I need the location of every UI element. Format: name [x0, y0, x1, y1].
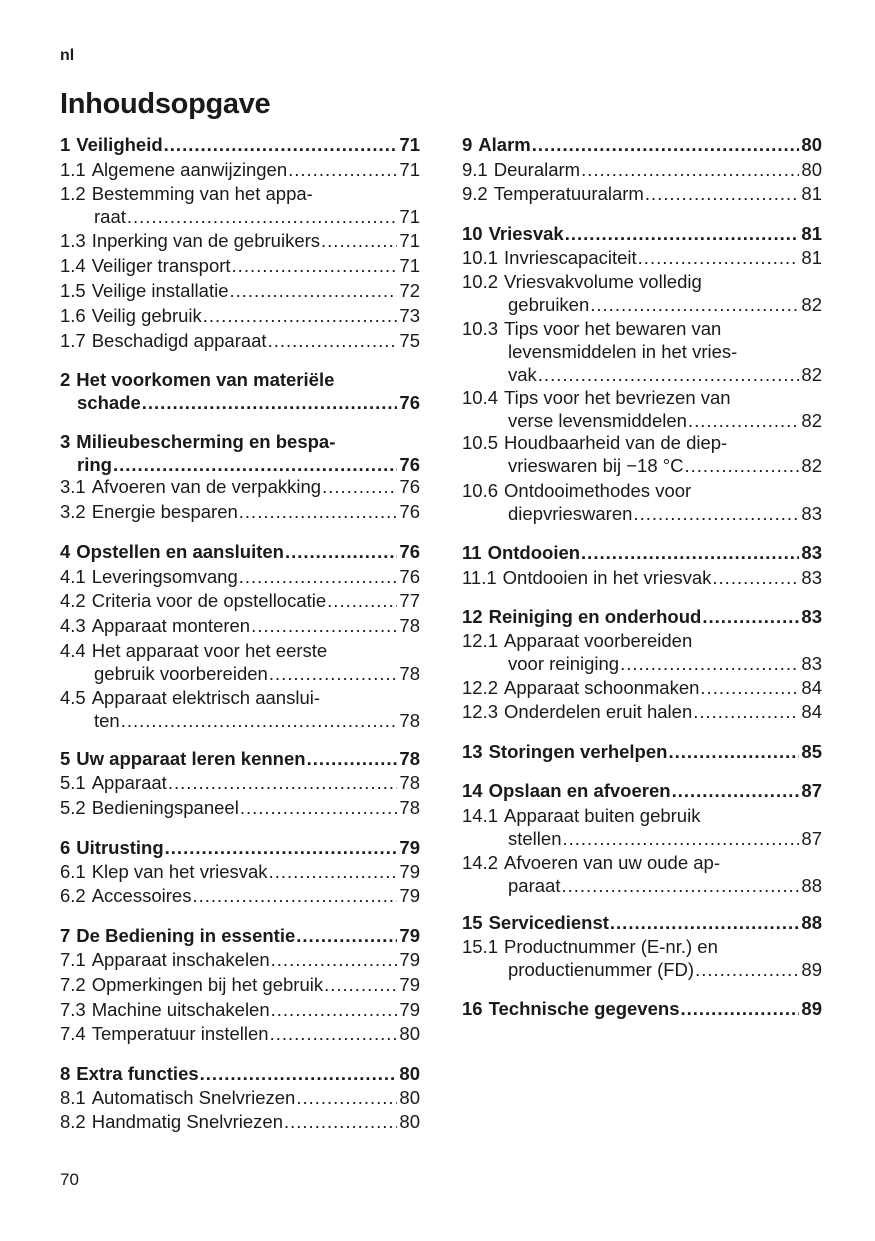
- toc-title: Servicedienst: [488, 912, 609, 933]
- toc-title: Vriesvakvolume volledig: [504, 271, 702, 292]
- toc-title: Veilige installatie: [91, 280, 229, 301]
- toc-number: 4.3: [60, 615, 86, 636]
- toc-title: De Bediening in essentie: [76, 925, 296, 946]
- toc-number: 4.5: [60, 687, 86, 708]
- toc-chapter[interactable]: [462, 740, 822, 763]
- dot-leader: [307, 747, 398, 770]
- toc-page-number: 76: [399, 392, 420, 413]
- toc-number: 10.6: [462, 480, 499, 501]
- toc-number: 1.5: [60, 280, 86, 301]
- toc-number: 7.3: [60, 999, 86, 1020]
- toc-section[interactable]: [462, 479, 822, 525]
- toc-title: Apparaat voorbereiden: [504, 630, 693, 651]
- dot-leader: [565, 222, 800, 245]
- toc-chapter[interactable]: [462, 997, 822, 1020]
- toc-section[interactable]: [462, 935, 822, 981]
- toc-page-number: 84: [801, 677, 822, 698]
- toc-section[interactable]: [462, 629, 822, 675]
- toc-title: Apparaat monteren: [91, 615, 251, 636]
- dot-leader: [702, 605, 799, 628]
- toc-title: Beschadigd apparaat: [91, 330, 267, 351]
- toc-page-number: 78: [399, 748, 420, 769]
- toc-title: Algemene aanwijzingen: [91, 159, 288, 180]
- toc-title: productienummer (FD): [508, 959, 695, 980]
- toc-page-number: 80: [399, 1111, 420, 1132]
- toc-title: Reiniging en onderhoud: [488, 606, 702, 627]
- toc-title: Energie besparen: [91, 501, 238, 522]
- toc-title: Alarm: [478, 134, 531, 155]
- toc-page-number: 80: [399, 1023, 420, 1044]
- toc-title: stellen: [508, 828, 562, 849]
- dot-leader: [271, 998, 398, 1021]
- toc-page-number: 71: [399, 230, 420, 251]
- toc-title: Veiligheid: [76, 134, 163, 155]
- toc-page-number: 79: [399, 949, 420, 970]
- toc-section[interactable]: [462, 431, 822, 477]
- toc-title: Inperking van de gebruikers: [91, 230, 321, 251]
- toc-section[interactable]: [462, 270, 822, 316]
- toc-title: Opslaan en afvoeren: [488, 780, 671, 801]
- toc-title: Uw apparaat leren kennen: [76, 748, 306, 769]
- toc-page-number: 89: [801, 998, 822, 1019]
- toc-section[interactable]: [60, 565, 420, 588]
- language-code: nl: [60, 47, 75, 64]
- toc-section[interactable]: [60, 639, 420, 685]
- toc-number: 1.3: [60, 230, 86, 251]
- toc-title: vrieswaren bij −18 °C: [508, 455, 684, 476]
- dot-leader: [712, 566, 799, 589]
- toc-page-number: 78: [399, 710, 420, 731]
- dot-leader: [610, 911, 800, 934]
- dot-leader: [203, 304, 398, 327]
- dot-leader: [672, 779, 800, 802]
- toc-number: 9.1: [462, 159, 488, 180]
- toc-title: Afvoeren van uw oude ap-: [504, 852, 720, 873]
- toc-title: Apparaat schoonmaken: [504, 677, 700, 698]
- toc-number: 12.1: [462, 630, 499, 651]
- dot-leader: [620, 652, 799, 675]
- toc-number: 15.1: [462, 936, 499, 957]
- toc-page-number: 71: [399, 159, 420, 180]
- toc-chapter[interactable]: [60, 430, 420, 476]
- toc-number: 4.2: [60, 590, 86, 611]
- toc-number: 10.5: [462, 432, 499, 453]
- toc-title: Ontdooimethodes voor: [504, 480, 692, 501]
- toc-number: 14: [462, 780, 483, 801]
- dot-leader: [192, 884, 397, 907]
- dot-leader: [645, 182, 800, 205]
- dot-leader: [581, 541, 799, 564]
- toc-section[interactable]: [60, 254, 420, 277]
- toc-number: 13: [462, 741, 483, 762]
- toc-title: Klep van het vriesvak: [91, 861, 268, 882]
- toc-page-number: 82: [801, 294, 822, 315]
- toc-title: Bestemming van het appa-: [91, 183, 313, 204]
- toc-section[interactable]: [60, 304, 420, 327]
- toc-page-number: 81: [801, 247, 822, 268]
- toc-number: 9.2: [462, 183, 488, 204]
- toc-title: Leveringsomvang: [91, 566, 238, 587]
- toc-title: Extra functies: [76, 1063, 199, 1084]
- toc-page-number: 72: [399, 280, 420, 301]
- toc-page-number: 76: [399, 541, 420, 562]
- toc-number: 5: [60, 748, 71, 769]
- toc-page-number: 71: [399, 255, 420, 276]
- toc-page-number: 73: [399, 305, 420, 326]
- toc-page-number: 71: [399, 134, 420, 155]
- toc-title: levensmiddelen in het vries-: [508, 341, 738, 362]
- toc-section[interactable]: [60, 1086, 420, 1109]
- toc-number: 7: [60, 925, 71, 946]
- toc-title: Tips voor het bevriezen van: [504, 387, 731, 408]
- dot-leader: [164, 133, 398, 156]
- toc-page-number: 82: [801, 364, 822, 385]
- toc-page-number: 79: [399, 974, 420, 995]
- dot-leader: [668, 740, 799, 763]
- toc-page-number: 80: [399, 1087, 420, 1108]
- toc-page-number: 78: [399, 663, 420, 684]
- toc-title: Milieubescherming en bespa-: [76, 431, 336, 452]
- toc-title: Criteria voor de opstellocatie: [91, 590, 327, 611]
- toc-number: 6: [60, 837, 71, 858]
- toc-chapter[interactable]: [462, 222, 822, 245]
- dot-leader: [284, 1110, 397, 1133]
- toc-title: Houdbaarheid van de diep-: [504, 432, 728, 453]
- dot-leader: [168, 771, 398, 794]
- toc-section[interactable]: [60, 229, 420, 252]
- toc-section[interactable]: [60, 1110, 420, 1133]
- toc-number: 3: [60, 431, 71, 452]
- toc-chapter[interactable]: [60, 133, 420, 156]
- toc-page-number: 83: [801, 653, 822, 674]
- toc-chapter[interactable]: [462, 133, 822, 156]
- toc-chapter[interactable]: [60, 747, 420, 770]
- toc-number: 10.1: [462, 247, 499, 268]
- toc-title: Veilig gebruik: [91, 305, 202, 326]
- dot-leader: [322, 475, 397, 498]
- toc-section[interactable]: [60, 1022, 420, 1045]
- toc-number: 7.2: [60, 974, 86, 995]
- toc-title: ring: [77, 454, 112, 475]
- toc-number: 10.2: [462, 271, 499, 292]
- toc-section[interactable]: [462, 804, 822, 850]
- dot-leader: [288, 158, 397, 181]
- toc-title: schade: [77, 392, 141, 413]
- dot-leader: [581, 158, 799, 181]
- toc-section[interactable]: [462, 317, 822, 386]
- toc-number: 5.1: [60, 772, 86, 793]
- toc-number: 1: [60, 134, 71, 155]
- dot-leader: [685, 454, 800, 477]
- dot-leader: [269, 662, 398, 685]
- toc-section[interactable]: [462, 676, 822, 699]
- toc-title: Apparaat buiten gebruik: [504, 805, 701, 826]
- toc-number: 7.1: [60, 949, 86, 970]
- toc-number: 6.1: [60, 861, 86, 882]
- toc-number: 1.6: [60, 305, 86, 326]
- toc-number: 8: [60, 1063, 71, 1084]
- toc-number: 14.2: [462, 852, 499, 873]
- toc-chapter[interactable]: [462, 779, 822, 802]
- dot-leader: [296, 1086, 397, 1109]
- toc-number: 11.1: [462, 567, 497, 588]
- toc-page-number: 84: [801, 701, 822, 722]
- toc-number: 16: [462, 998, 483, 1019]
- toc-page-number: 71: [399, 206, 420, 227]
- toc-section[interactable]: [462, 246, 822, 269]
- toc-page-number: 80: [801, 159, 822, 180]
- toc-page-number: 78: [399, 797, 420, 818]
- toc-chapter[interactable]: [60, 924, 420, 947]
- dot-leader: [142, 391, 398, 414]
- toc-page-number: 82: [801, 410, 822, 431]
- toc-title: voor reiniging: [508, 653, 620, 674]
- toc-title: Afvoeren van de verpakking: [91, 476, 322, 497]
- dot-leader: [633, 502, 799, 525]
- toc-chapter[interactable]: [60, 836, 420, 859]
- toc-section[interactable]: [60, 884, 420, 907]
- toc-section[interactable]: [60, 500, 420, 523]
- toc-section[interactable]: [462, 566, 822, 589]
- toc-page-number: 79: [399, 885, 420, 906]
- dot-leader: [561, 874, 799, 897]
- toc-number: 10: [462, 223, 483, 244]
- toc-title: Machine uitschakelen: [91, 999, 270, 1020]
- toc-title: Technische gegevens: [488, 998, 680, 1019]
- toc-section[interactable]: [462, 386, 822, 432]
- dot-leader: [251, 614, 397, 637]
- toc-chapter[interactable]: [462, 911, 822, 934]
- toc-page-number: 83: [801, 542, 822, 563]
- toc-title: Tips voor het bewaren van: [504, 318, 722, 339]
- toc-title: Uitrusting: [76, 837, 164, 858]
- toc-page-number: 85: [801, 741, 822, 762]
- toc-chapter[interactable]: [60, 368, 420, 414]
- toc-number: 4.1: [60, 566, 86, 587]
- toc-section[interactable]: [60, 182, 420, 228]
- dot-leader: [165, 836, 398, 859]
- toc-page-number: 79: [399, 999, 420, 1020]
- toc-page-number: 78: [399, 772, 420, 793]
- toc-section[interactable]: [60, 589, 420, 612]
- toc-title: vak: [508, 364, 537, 385]
- dot-leader: [327, 589, 397, 612]
- toc-page-number: 76: [399, 501, 420, 522]
- toc-page-number: 87: [801, 828, 822, 849]
- toc-page-number: 89: [801, 959, 822, 980]
- dot-leader: [700, 676, 799, 699]
- dot-leader: [532, 133, 800, 156]
- dot-leader: [695, 958, 799, 981]
- toc-page-number: 77: [399, 590, 420, 611]
- toc-number: 4: [60, 541, 71, 562]
- toc-chapter[interactable]: [60, 1062, 420, 1085]
- dot-leader: [239, 565, 398, 588]
- toc-section[interactable]: [462, 182, 822, 205]
- dot-leader: [688, 409, 799, 432]
- toc-title: Het voorkomen van materiële: [76, 369, 335, 390]
- dot-leader: [538, 363, 800, 386]
- toc-page-number: 88: [801, 875, 822, 896]
- toc-section[interactable]: [462, 158, 822, 181]
- dot-leader: [127, 205, 398, 228]
- toc-number: 7.4: [60, 1023, 86, 1044]
- toc-page-number: 81: [801, 183, 822, 204]
- dot-leader: [121, 709, 398, 732]
- toc-number: 1.2: [60, 183, 86, 204]
- toc-page-number: 79: [399, 837, 420, 858]
- dot-leader: [680, 997, 799, 1020]
- toc-title: Temperatuuralarm: [493, 183, 644, 204]
- toc-number: 2: [60, 369, 71, 390]
- dot-leader: [239, 500, 398, 523]
- toc-title: Automatisch Snelvriezen: [91, 1087, 296, 1108]
- toc-page-number: 76: [399, 476, 420, 497]
- toc-number: 3.2: [60, 501, 86, 522]
- dot-leader: [268, 329, 398, 352]
- toc-section[interactable]: [60, 948, 420, 971]
- toc-section[interactable]: [60, 973, 420, 996]
- toc-title: verse levensmiddelen: [508, 410, 687, 431]
- toc-title: ten: [94, 710, 120, 731]
- toc-title: Opstellen en aansluiten: [76, 541, 284, 562]
- toc-title: raat: [94, 206, 126, 227]
- toc-title: Apparaat: [91, 772, 167, 793]
- toc-section[interactable]: [462, 851, 822, 897]
- dot-leader: [321, 229, 397, 252]
- toc-title: Storingen verhelpen: [488, 741, 668, 762]
- toc-title: Veiliger transport: [91, 255, 231, 276]
- toc-section[interactable]: [60, 771, 420, 794]
- toc-title: Temperatuur instellen: [91, 1023, 269, 1044]
- dot-leader: [200, 1062, 398, 1085]
- toc-title: diepvrieswaren: [508, 503, 633, 524]
- toc-page-number: 87: [801, 780, 822, 801]
- toc-title: gebruiken: [508, 294, 590, 315]
- toc-number: 14.1: [462, 805, 499, 826]
- toc-number: 8.2: [60, 1111, 86, 1132]
- toc-title: Het apparaat voor het eerste: [91, 640, 328, 661]
- toc-number: 12.3: [462, 701, 499, 722]
- toc-section[interactable]: [462, 700, 822, 723]
- toc-chapter[interactable]: [462, 605, 822, 628]
- toc-section[interactable]: [60, 279, 420, 302]
- toc-number: 1.4: [60, 255, 86, 276]
- toc-section[interactable]: [60, 329, 420, 352]
- toc-title: Onderdelen eruit halen: [504, 701, 693, 722]
- dot-leader: [296, 924, 397, 947]
- toc-title: Accessoires: [91, 885, 192, 906]
- toc-page-number: 80: [399, 1063, 420, 1084]
- toc-number: 8.1: [60, 1087, 86, 1108]
- toc-number: 12.2: [462, 677, 499, 698]
- toc-title: Apparaat elektrisch aanslui-: [91, 687, 321, 708]
- toc-number: 1.1: [60, 159, 86, 180]
- toc-title: Invriescapaciteit: [504, 247, 637, 268]
- toc-page-number: 76: [399, 566, 420, 587]
- toc-title: Ontdooien in het vriesvak: [502, 567, 712, 588]
- toc-title: Deuralarm: [493, 159, 581, 180]
- toc-section[interactable]: [60, 796, 420, 819]
- toc-page-number: 76: [399, 454, 420, 475]
- toc-number: 1.7: [60, 330, 86, 351]
- dot-leader: [693, 700, 799, 723]
- toc-section[interactable]: [60, 860, 420, 883]
- toc-number: 9: [462, 134, 473, 155]
- dot-leader: [285, 540, 397, 563]
- toc-page-number: 79: [399, 861, 420, 882]
- toc-chapter[interactable]: [60, 540, 420, 563]
- toc-page-number: 79: [399, 925, 420, 946]
- toc-number: 10.3: [462, 318, 499, 339]
- toc-section[interactable]: [60, 998, 420, 1021]
- toc-number: 15: [462, 912, 483, 933]
- toc-page-number: 83: [801, 606, 822, 627]
- toc-title: Productnummer (E-nr.) en: [504, 936, 718, 957]
- dot-leader: [270, 1022, 398, 1045]
- toc-page-number: 88: [801, 912, 822, 933]
- toc-number: 3.1: [60, 476, 86, 497]
- toc-title: Vriesvak: [488, 223, 564, 244]
- toc-page-number: 81: [801, 223, 822, 244]
- toc-title: Apparaat inschakelen: [91, 949, 270, 970]
- dot-leader: [590, 293, 799, 316]
- dot-leader: [271, 948, 398, 971]
- toc-number: 5.2: [60, 797, 86, 818]
- toc-page-number: 75: [399, 330, 420, 351]
- toc-title: Handmatig Snelvriezen: [91, 1111, 283, 1132]
- dot-leader: [240, 796, 398, 819]
- toc-page-number: 82: [801, 455, 822, 476]
- toc-section[interactable]: [60, 158, 420, 181]
- dot-leader: [230, 279, 398, 302]
- toc-title: paraat: [508, 875, 561, 896]
- toc-number: 11: [462, 542, 482, 563]
- toc-number: 12: [462, 606, 483, 627]
- toc-section[interactable]: [60, 475, 420, 498]
- toc-number: 6.2: [60, 885, 86, 906]
- dot-leader: [232, 254, 398, 277]
- page-title: Inhoudsopgave: [60, 88, 271, 120]
- toc-page-number: 83: [801, 567, 822, 588]
- toc-section[interactable]: [60, 686, 420, 732]
- dot-leader: [269, 860, 398, 883]
- toc-title: Ontdooien: [487, 542, 581, 563]
- toc-title: Opmerkingen bij het gebruik: [91, 974, 324, 995]
- dot-leader: [638, 246, 800, 269]
- dot-leader: [324, 973, 397, 996]
- toc-page-number: 78: [399, 615, 420, 636]
- dot-leader: [562, 827, 799, 850]
- page-number: 70: [60, 1170, 79, 1189]
- dot-leader: [113, 453, 397, 476]
- toc-number: 10.4: [462, 387, 499, 408]
- toc-section[interactable]: [60, 614, 420, 637]
- toc-title: Bedieningspaneel: [91, 797, 239, 818]
- toc-number: 4.4: [60, 640, 86, 661]
- toc-page-number: 83: [801, 503, 822, 524]
- toc-title: gebruik voorbereiden: [94, 663, 268, 684]
- toc-chapter[interactable]: [462, 541, 822, 564]
- toc-page-number: 80: [801, 134, 822, 155]
